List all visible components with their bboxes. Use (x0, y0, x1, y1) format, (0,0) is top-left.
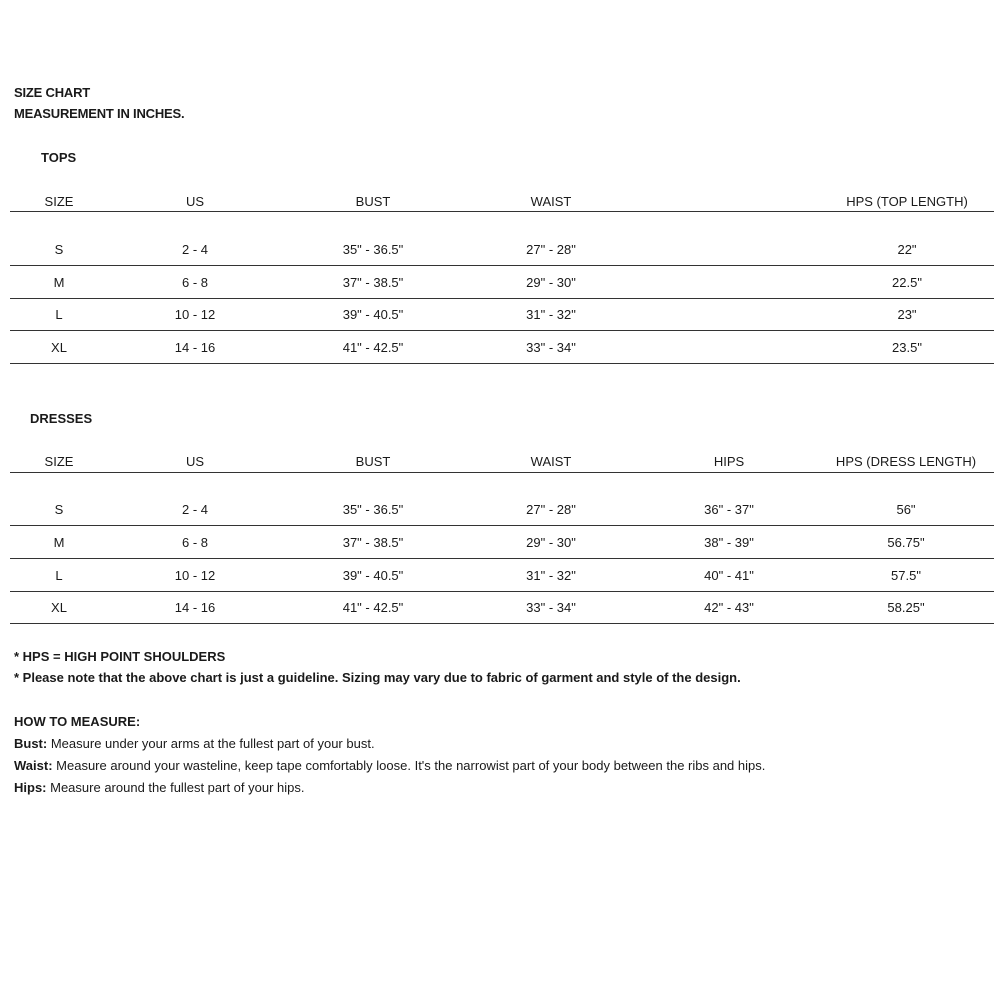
row-divider (10, 591, 994, 592)
hips-cell: 38" - 39" (704, 535, 754, 550)
tops-col-us: US (185, 194, 205, 209)
us-cell: 2 - 4 (181, 502, 209, 517)
waist-cell: 29" - 30" (526, 535, 576, 550)
dresses-header-row (10, 454, 994, 478)
bust-term: Bust: (14, 736, 48, 751)
bust-cell: 41" - 42.5" (342, 340, 404, 355)
measurement-unit-subtitle: MEASUREMENT IN INCHES. (14, 106, 185, 121)
bust-instruction (14, 736, 375, 751)
dresses-col-bust: BUST (355, 454, 391, 469)
row-divider (10, 363, 994, 364)
hips-cell: 42" - 43" (704, 600, 754, 615)
hips-text: Measure around the fullest part of your hips. (50, 780, 305, 795)
waist-cell: 29" - 30" (526, 275, 576, 290)
hps-cell: 58.25" (887, 600, 925, 615)
waist-cell: 33" - 34" (526, 340, 576, 355)
dresses-col-us: US (185, 454, 205, 469)
waist-term: Waist: (14, 758, 53, 773)
hips-cell: 36" - 37" (704, 502, 754, 517)
hps-footnote: * HPS = HIGH POINT SHOULDERS (14, 649, 226, 664)
hps-cell: 56" (896, 502, 916, 517)
table-row (10, 340, 994, 372)
how-to-measure-title: HOW TO MEASURE: (14, 714, 141, 729)
bust-cell: 35" - 36.5" (342, 242, 404, 257)
dresses-col-hps: HPS (DRESS LENGTH) (835, 454, 977, 469)
size-cell: XL (51, 600, 67, 615)
bust-cell: 39" - 40.5" (342, 568, 404, 583)
waist-text: Measure around your wasteline, keep tape comfortably loose. It's the narrowist part of your body between the ribs and hips. (56, 758, 766, 773)
bust-cell: 37" - 38.5" (342, 275, 404, 290)
hps-cell: 57.5" (891, 568, 921, 583)
hips-cell: 40" - 41" (704, 568, 754, 583)
size-cell: S (54, 502, 64, 517)
table-row (10, 275, 994, 307)
table-row (10, 535, 994, 567)
table-row (10, 600, 994, 632)
waist-instruction (14, 758, 765, 773)
size-cell: M (53, 535, 65, 550)
us-cell: 2 - 4 (181, 242, 209, 257)
tops-col-bust: BUST (355, 194, 391, 209)
tops-col-size: SIZE (44, 194, 74, 209)
bust-text: Measure under your arms at the fullest part of your bust. (50, 736, 375, 751)
bust-cell: 35" - 36.5" (342, 502, 404, 517)
bust-cell: 37" - 38.5" (342, 535, 404, 550)
row-divider (10, 623, 994, 624)
hps-cell: 23.5" (892, 340, 922, 355)
tops-header-row (10, 194, 994, 218)
waist-cell: 27" - 28" (526, 502, 576, 517)
tops-col-hps: HPS (TOP LENGTH) (846, 194, 968, 209)
waist-cell: 31" - 32" (526, 568, 576, 583)
tops-header-divider (10, 211, 994, 212)
us-cell: 10 - 12 (174, 307, 216, 322)
us-cell: 6 - 8 (181, 275, 209, 290)
row-divider (10, 298, 994, 299)
hps-cell: 22" (897, 242, 917, 257)
table-row (10, 502, 994, 534)
waist-cell: 27" - 28" (526, 242, 576, 257)
size-cell: L (55, 307, 63, 322)
dresses-col-size: SIZE (44, 454, 74, 469)
size-cell: M (53, 275, 65, 290)
us-cell: 10 - 12 (174, 568, 216, 583)
us-cell: 6 - 8 (181, 535, 209, 550)
waist-cell: 33" - 34" (526, 600, 576, 615)
row-divider (10, 525, 994, 526)
waist-cell: 31" - 32" (526, 307, 576, 322)
bust-cell: 39" - 40.5" (342, 307, 404, 322)
row-divider (10, 265, 994, 266)
size-cell: XL (51, 340, 67, 355)
size-cell: S (54, 242, 64, 257)
row-divider (10, 558, 994, 559)
tops-col-waist: WAIST (530, 194, 572, 209)
hips-term: Hips: (14, 780, 47, 795)
dresses-section-label: DRESSES (30, 411, 93, 426)
row-divider (10, 330, 994, 331)
bust-cell: 41" - 42.5" (342, 600, 404, 615)
tops-section-label: TOPS (41, 150, 77, 165)
dresses-col-hips: HIPS (713, 454, 745, 469)
dresses-header-divider (10, 472, 994, 473)
size-cell: L (55, 568, 63, 583)
us-cell: 14 - 16 (174, 600, 216, 615)
dresses-col-waist: WAIST (530, 454, 572, 469)
guideline-footnote: * Please note that the above chart is just a guideline. Sizing may vary due to fabric of garment and style of the design. (14, 670, 741, 685)
us-cell: 14 - 16 (174, 340, 216, 355)
hps-cell: 23" (897, 307, 917, 322)
table-row (10, 307, 994, 339)
size-chart-title: SIZE CHART (14, 85, 91, 100)
hps-cell: 22.5" (892, 275, 922, 290)
table-row (10, 242, 994, 274)
hips-instruction (14, 780, 305, 795)
table-row (10, 568, 994, 600)
hps-cell: 56.75" (887, 535, 925, 550)
